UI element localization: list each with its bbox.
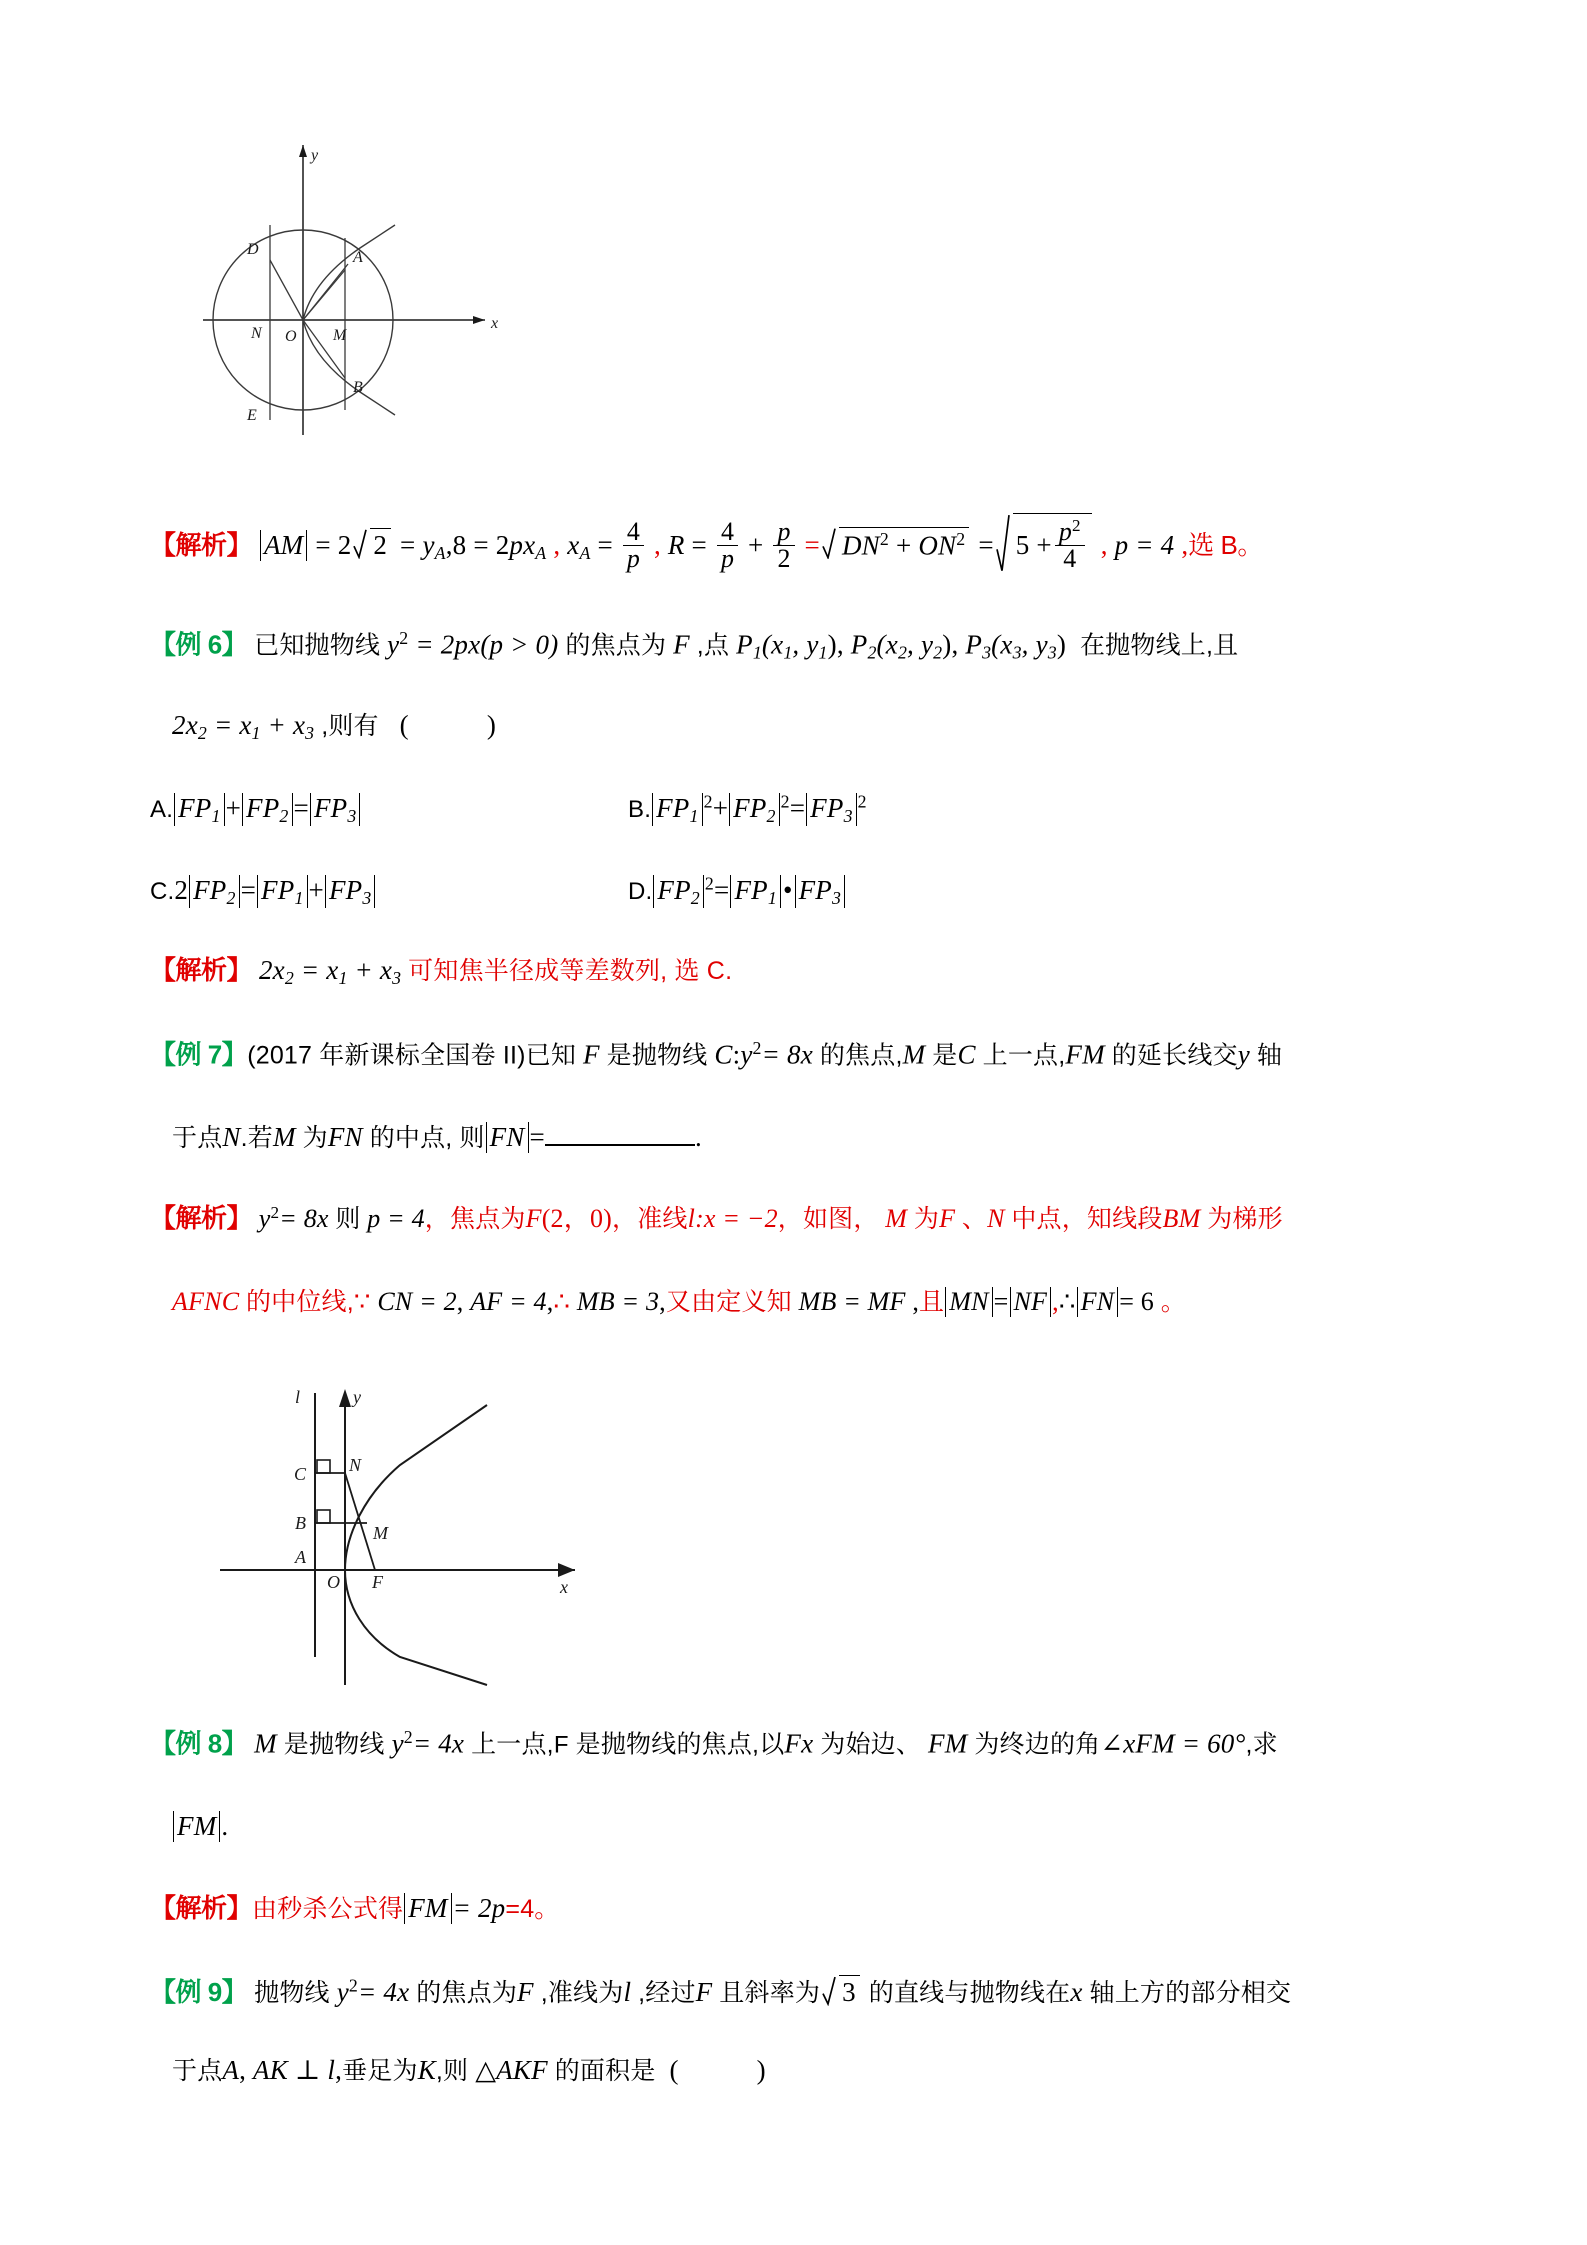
svg-text:C: C: [294, 1464, 307, 1484]
parabola-directrix-figure: [215, 1385, 635, 1705]
svg-text:x: x: [491, 315, 499, 332]
svg-text:x: x: [560, 1577, 568, 1597]
solution-5-line: 【解析】 AM = 2 $2 = y_A,8 = 2px_A$ , $x_A$ = $\frac{4}{p}$ , R = $\frac{4}{p}$ + $\frac{p}{2}$ = $DN^2 + ON^2$ = 5 + $\frac{p^2}{4}$ , p = 4 ,选 B。: [150, 513, 1263, 573]
option-d[interactable]: D. $FP_2^2= FP_1$ • $FP_3$: [628, 875, 846, 908]
solution-7-line-1: 【解析】 $y^2= 8x$ 则 p = 4，焦点为F(2，0)，准线l:x = −2，如图， M 为F 、N 中点，知线段BM 为梯形: [150, 1202, 1283, 1233]
solution-tag: 【解析】: [150, 955, 253, 985]
svg-text:N: N: [349, 1455, 362, 1475]
svg-text:A: A: [353, 249, 363, 266]
svg-text:D: D: [247, 241, 259, 258]
solution-8-line: 【解析】由秒杀公式得 FM = 2p=4。: [150, 1893, 560, 1923]
solution-6-text: 可知焦半径成等差数列, 选 C.: [408, 957, 733, 985]
svg-text:O: O: [327, 1572, 340, 1592]
circle-parabola-figure: [185, 120, 515, 450]
example-7-source: (2017 年新课标全国卷 II): [247, 1041, 526, 1070]
svg-text:y: y: [311, 147, 319, 164]
example-8-line-1: 【例 8】 M 是抛物线 $y^2= 4x$ 上一点,F 是抛物线的焦点,以Fx 为始边、 FM 为终边的角∠xFM = 60°,求: [150, 1727, 1278, 1759]
example-9-line-2: 于点A, AK ⊥ l,垂足为K,则 △AKF 的面积是 ( ): [172, 2055, 766, 2085]
option-b[interactable]: B. $FP_1^2+ FP_2^2= FP_3^2$: [628, 791, 867, 826]
option-a-label: A.: [150, 796, 174, 823]
segment-am: AM: [263, 529, 304, 560]
svg-text:y: y: [353, 1387, 361, 1407]
svg-text:B: B: [353, 379, 363, 396]
example-6-line-1: 【例 6】 已知抛物线 $y^2 = 2px(p > 0)$ 的焦点为 F ,点 $P_1(x_1$, $y_1$), $P_2(x_2$, $y_2$), $P_3(x_3$, $y_3$) 在抛物线上,且: [150, 628, 1239, 663]
svg-text:M: M: [373, 1523, 388, 1543]
example-7-tag: 【例 7】: [150, 1039, 248, 1070]
solution-tag: 【解析】: [150, 529, 253, 560]
example-7-line-1: 【例 7】(2017 年新课标全国卷 II)已知 F 是抛物线 $C:y^2= 8x$ 的焦点,M 是C 上一点,FM 的延长线交y 轴: [150, 1038, 1283, 1070]
svg-text:M: M: [333, 327, 347, 344]
option-c[interactable]: C.2 $FP_2 = FP_1 + FP_3$: [150, 875, 376, 908]
option-d-label: D.: [628, 878, 653, 905]
svg-text:l: l: [295, 1387, 301, 1407]
option-b-label: B.: [628, 796, 652, 823]
svg-text:B: B: [295, 1513, 306, 1533]
example-8-tag: 【例 8】: [150, 1728, 248, 1759]
svg-text:F: F: [372, 1572, 383, 1592]
solution-6-line: 【解析】 $2x_2 = x_1 + x_3$ 可知焦半径成等差数列, 选 C.: [150, 955, 733, 988]
option-a[interactable]: A. $FP_1 + FP_2 = FP_3$: [150, 793, 361, 826]
example-9-line-1: 【例 9】 抛物线 $y^2= 4x$ 的焦点为F ,准线为l ,经过F 且斜率为 3 的直线与抛物线在x 轴上方的部分相交: [150, 1975, 1292, 2007]
svg-text:A: A: [295, 1547, 306, 1567]
example-7-line-2: 于点N.若M 为FN 的中点, 则 FN = .: [172, 1122, 702, 1152]
svg-text:E: E: [247, 407, 257, 424]
solution-tag: 【解析】: [150, 1202, 253, 1233]
solution-tag: 【解析】: [150, 1893, 253, 1923]
example-6-tag: 【例 6】: [150, 629, 248, 660]
example-8-line-2: FM .: [172, 1811, 228, 1842]
solution-7-line-2: AFNC 的中位线,∵ CN = 2, AF = 4,∴ MB = 3,又由定义知 MB = MF ,且 MN = NF ,∴ FN = 6 。: [172, 1287, 1186, 1316]
example-9-tag: 【例 9】: [150, 1977, 248, 2007]
example-6-line-2: $2x_2 = x_1 + x_3$ ,则有 ( ): [172, 710, 497, 743]
svg-text:O: O: [285, 328, 297, 345]
answer-choice-b: 选 B。: [1188, 529, 1263, 560]
option-c-label: C.: [150, 878, 175, 905]
fill-in-blank[interactable]: [545, 1144, 695, 1146]
svg-text:N: N: [251, 325, 262, 342]
